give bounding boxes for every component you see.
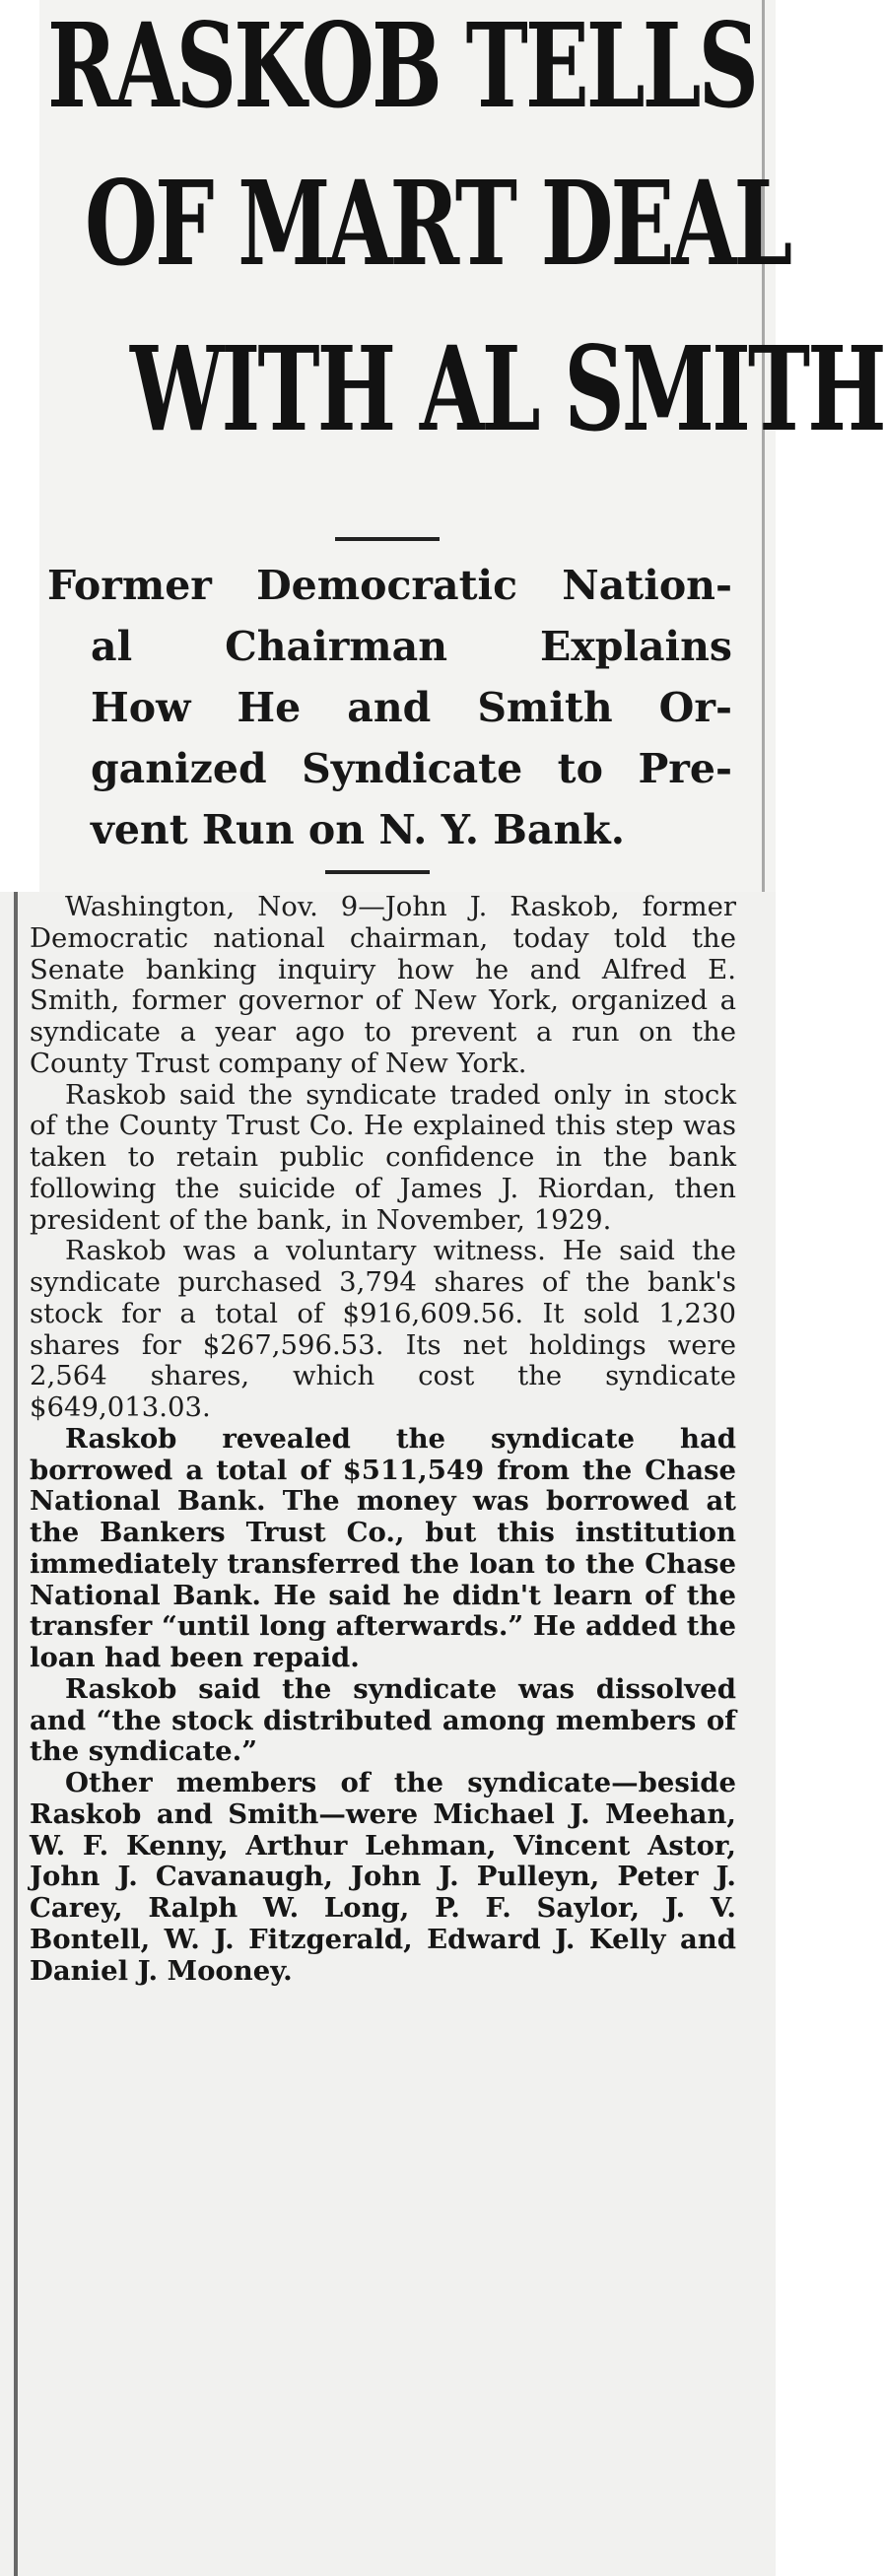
deck-line-4: ganized Syndicate to Pre-	[91, 745, 732, 792]
column-rule-left	[14, 892, 18, 2576]
article-paragraph-3: Raskob was a voluntary witness. He said the syndicate purchased 3,794 shares of the bank's stock for a total of $916,609.56. It sold 1,230 shares for $267,596.53. Its net holdings were 2,564 shares, which cost the syndicate $649,013.03.	[30, 1235, 736, 1423]
headline-line-1: RASKOB TELLS	[47, 0, 757, 134]
headline-line-3: WITH AL SMITH	[130, 320, 884, 457]
article-paragraph-4: Raskob revealed the syndicate had borrowed a total of $511,549 from the Chase National Bank. The money was borrowed at the Bankers Trust Co., but this institution immediately transferred the loan to the Chase National Bank. He said he didn't learn of the transfer “until long afterwards.” He added the loan had been repaid.	[30, 1422, 736, 1673]
deck-divider	[325, 870, 430, 874]
headline-divider	[335, 537, 440, 541]
deck-line-5: vent Run on N. Y. Bank.	[91, 806, 625, 853]
article-paragraph-6: Other members of the syndicate—beside Raskob and Smith—were Michael J. Meehan, W. F. Kenny, Arthur Lehman, Vincent Astor, John J. Cavanaugh, John J. Pulleyn, Peter J. Carey, Ralph W. Long, P. F. Saylor, J. V. Bontell, W. J. Fitzgerald, Edward J. Kelly and Daniel J. Mooney.	[30, 1767, 736, 1987]
article-body	[30, 892, 736, 1987]
subheadline-deck	[47, 555, 732, 860]
article-paragraph-1: Washington, Nov. 9—John J. Raskob, former Democratic national chairman, today told the Senate banking inquiry how he and Alfred E. Smith, former governor of New York, organized a syndicate a year ago to prevent a run on the County Trust company of New York.	[30, 891, 736, 1079]
article-paragraph-5: Raskob said the syndicate was dissolved and “the stock distributed among members of the syndicate.”	[30, 1672, 736, 1768]
article-paragraph-2: Raskob said the syndicate traded only in stock of the County Trust Co. He explained this step was taken to retain public confidence in the bank following the suicide of James J. Riordan, then president of the bank, in November, 1929.	[30, 1078, 736, 1236]
headline-line-2: OF MART DEAL	[85, 155, 790, 292]
deck-line-3: How He and Smith Or-	[91, 684, 732, 731]
deck-line-2: al Chairman Explains	[91, 623, 732, 670]
deck-line-1: Former Democratic Nation-	[47, 562, 732, 609]
